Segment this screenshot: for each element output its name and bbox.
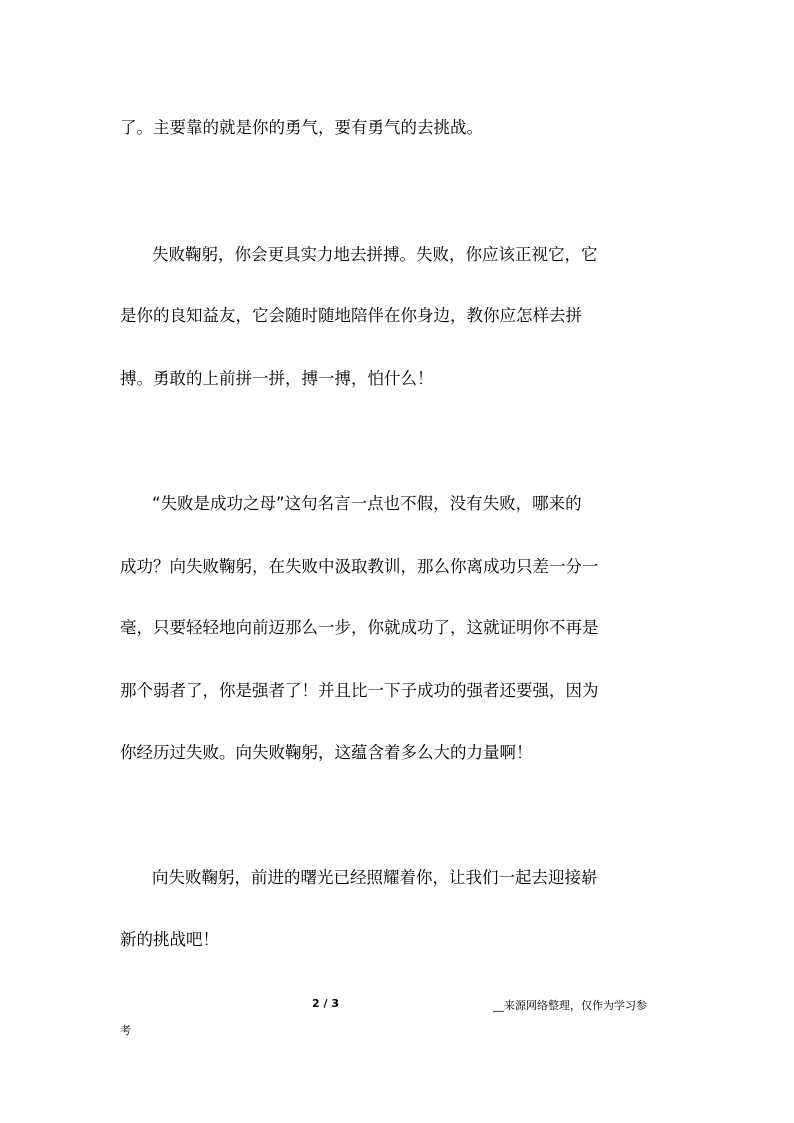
paragraph-line: 新的挑战吧！ xyxy=(120,930,219,949)
paragraph-line: 毫，只要轻轻地向前迈那么一步，你就成功了，这就证明你不再是 xyxy=(120,618,599,637)
paragraph-line: 了。主要靠的就是你的勇气，要有勇气的去挑战。 xyxy=(120,118,483,137)
paragraph-line: 向失败鞠躬，前进的曙光已经照耀着你，让我们一起去迎接崭 xyxy=(152,868,598,887)
paragraph-line: 那个弱者了，你是强者了！并且比一下子成功的强者还要强，因为 xyxy=(120,681,599,700)
paragraph-line: 你经历过失败。向失败鞠躬，这蕴含着多么大的力量啊！ xyxy=(120,743,533,762)
paragraph-line: 成功？向失败鞠躬，在失败中汲取教训，那么你离成功只差一分一 xyxy=(120,557,599,576)
paragraph-line: 搏。勇敢的上前拼一拼，搏一搏，怕什么！ xyxy=(120,369,434,388)
paragraph-line: “失败是成功之母”这句名言一点也不假，没有失败，哪来的 xyxy=(152,494,582,513)
page-number: 2 / 3 xyxy=(312,997,339,1010)
source-note-continued: 考 xyxy=(120,1024,131,1037)
paragraph-line: 失败鞠躬，你会更具实力地去拼搏。失败，你应该正视它，它 xyxy=(152,245,598,264)
paragraph-line: 是你的良知益友，它会随时随地陪伴在你身边，教你应怎样去拼 xyxy=(120,306,582,325)
source-note: __来源网络整理，仅作为学习参 xyxy=(493,999,647,1012)
